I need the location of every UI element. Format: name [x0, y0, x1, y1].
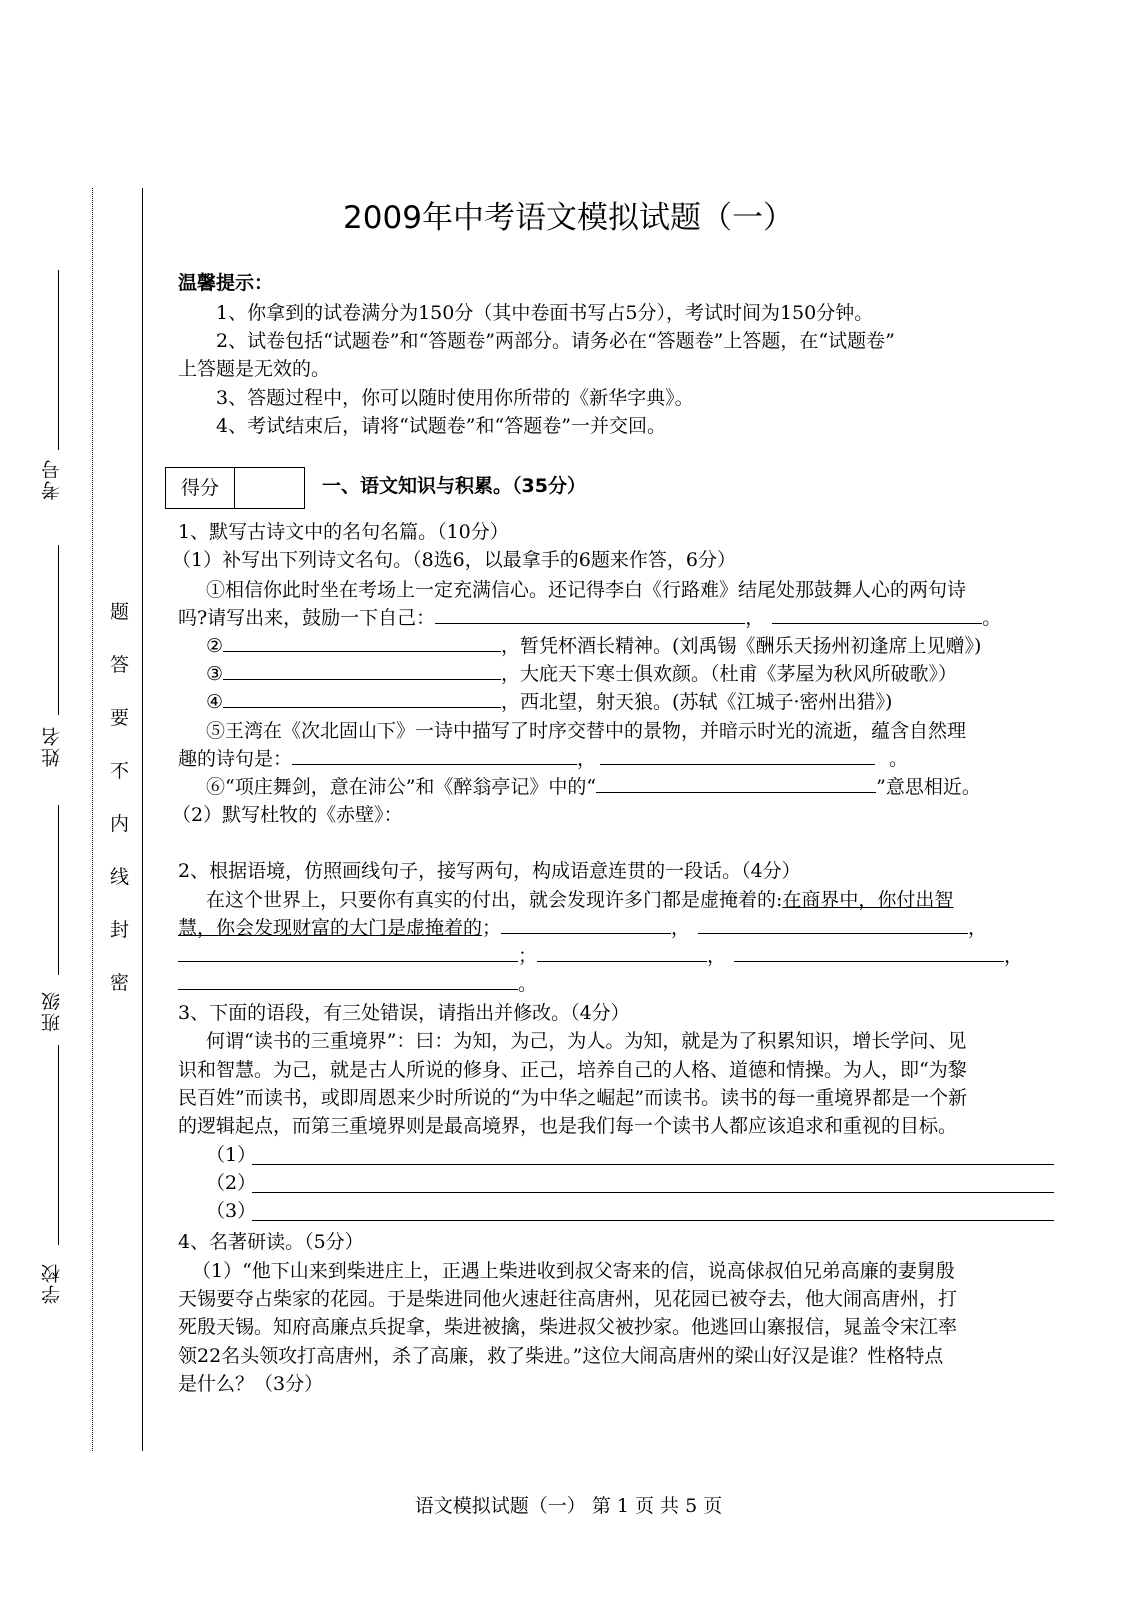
- name-label: 姓名: [41, 725, 63, 767]
- answer-line[interactable]: [252, 1192, 1054, 1193]
- question-text: ，大庇天下寒士俱欢颜。（杜甫《茅屋为秋风所破歌》）: [501, 663, 958, 685]
- score-box: [165, 467, 305, 509]
- tip-item: 2、试卷包括“试题卷”和“答题卷”两部分。请务必在“答题卷”上答题，在“试题卷”: [216, 330, 895, 352]
- question-text: ”意思相近。: [876, 776, 981, 798]
- underlined-sentence: 在商界中，你付出智: [782, 889, 954, 911]
- punct: ，: [1004, 945, 1024, 967]
- punct: 。: [518, 973, 538, 995]
- question-sub: （1）补写出下列诗文名句。（8选6，以最拿手的6题来作答，6分）: [172, 549, 736, 571]
- seal-char: 线: [110, 866, 130, 888]
- punct: ，: [671, 917, 691, 939]
- answer-blank[interactable]: [698, 915, 968, 934]
- passage-line: 识和智慧。为己，就是古人所说的修身、正己，培养自己的人格、道德和情操。为人，即“为黎: [178, 1059, 967, 1081]
- answer-blank[interactable]: [501, 915, 671, 934]
- question-text: 趣的诗句是：: [178, 748, 293, 770]
- question-text: ①相信你此时坐在考场上一定充满信心。还记得李白《行路难》结尾处那鼓舞人心的两句诗: [206, 579, 967, 601]
- passage-line: 是什么？（3分）: [178, 1373, 324, 1395]
- seal-char: 答: [110, 654, 130, 676]
- punct: ；: [518, 945, 538, 967]
- underlined-sentence: 慧，你会发现财富的大门是虚掩着的: [178, 917, 483, 939]
- passage-line: 天锡要夺占柴家的花园。于是柴进同他火速赶往高唐州，见花园已被夺去，他大闹高唐州，打: [178, 1288, 958, 1310]
- exam-number-field[interactable]: [58, 270, 59, 450]
- name-field[interactable]: [58, 545, 59, 715]
- question-text: ⑤王湾在《次北固山下》一诗中描写了时序交替中的景物，并暗示时光的流逝，蕴含自然理: [206, 720, 967, 742]
- tip-item: 3、答题过程中，你可以随时使用你所带的《新华字典》。: [216, 387, 694, 409]
- answer-blank[interactable]: [223, 689, 501, 708]
- class-field[interactable]: [58, 1045, 59, 1245]
- punct: ，: [707, 945, 727, 967]
- answer-label: （2）: [206, 1172, 257, 1194]
- question-stem: 4、名著研读。（5分）: [178, 1231, 364, 1253]
- answer-blank[interactable]: [223, 633, 501, 652]
- answer-line[interactable]: [252, 1220, 1054, 1221]
- seal-char: 不: [110, 760, 130, 782]
- school-label: 学校: [41, 1262, 63, 1304]
- exam-number-label: 考号: [41, 458, 63, 500]
- answer-blank[interactable]: [772, 605, 982, 624]
- question-text: ，西北望，射天狼。(苏轼《江城子·密州出猎》): [501, 691, 893, 713]
- punct: ，: [745, 607, 765, 629]
- seal-char: 内: [110, 813, 130, 835]
- passage-line: （1）“他下山来到柴进庄上，正遇上柴进收到叔父寄来的信，说高俅叔伯兄弟高廉的妻舅殷: [192, 1260, 955, 1282]
- binding-dotted-line: [92, 188, 93, 1451]
- question-text: 吗?请写出来，鼓励一下自己：: [178, 607, 436, 629]
- item-number: ③: [206, 663, 224, 685]
- item-number: ④: [206, 691, 224, 713]
- question-text: 在这个世界上，只要你有真实的付出，就会发现许多门都是虚掩着的:: [206, 889, 783, 911]
- question-stem: 2、根据语境，仿照画线句子，接写两句，构成语意连贯的一段话。（4分）: [178, 860, 801, 882]
- tip-item: 1、你拿到的试卷满分为150分（其中卷面书写占5分），考试时间为150分钟。: [216, 302, 874, 324]
- punct: 。: [982, 607, 1002, 629]
- answer-blank[interactable]: [537, 943, 707, 962]
- answer-blank[interactable]: [178, 971, 518, 990]
- seal-char: 题: [110, 601, 130, 623]
- answer-blank[interactable]: [292, 746, 577, 765]
- page-footer: 语文模拟试题（一） 第 1 页 共 5 页: [414, 1495, 723, 1517]
- answer-blank[interactable]: [596, 774, 876, 793]
- question-text: ，暂凭杯酒长精神。(刘禹锡《酬乐天扬州初逢席上见赠》): [501, 635, 982, 657]
- punct: 。: [889, 748, 909, 770]
- answer-blank[interactable]: [223, 661, 501, 680]
- page-title: 2009年中考语文模拟试题（一）: [343, 200, 794, 236]
- answer-blank[interactable]: [435, 605, 745, 624]
- answer-blank[interactable]: [178, 943, 518, 962]
- answer-blank[interactable]: [600, 746, 875, 765]
- passage-line: 死殷天锡。知府高廉点兵捉拿，柴进被擒，柴进叔父被抄家。他逃回山寨报信，晁盖令宋江率: [178, 1316, 958, 1338]
- seal-char: 密: [110, 972, 130, 994]
- question-stem: 1、默写古诗文中的名句名篇。（10分）: [178, 521, 509, 543]
- tip-item: 上答题是无效的。: [178, 358, 331, 380]
- passage-line: 何谓“读书的三重境界”：曰：为知，为己，为人。为知，就是为了积累知识，增长学问、见: [206, 1030, 967, 1052]
- punct: ，: [577, 748, 597, 770]
- seal-char: 封: [110, 919, 130, 941]
- punct: ；: [482, 917, 502, 939]
- answer-label: （1）: [206, 1144, 257, 1166]
- passage-line: 民百姓”而读书，或即周恩来少时所说的“为中华之崛起”而读书。读书的每一重境界都是一个新: [178, 1087, 968, 1109]
- tips-heading: 温馨提示：: [178, 272, 274, 294]
- answer-label: （3）: [206, 1200, 257, 1222]
- class-label: 班级: [41, 990, 63, 1032]
- section-heading: 一、语文知识与积累。（35分）: [322, 475, 586, 497]
- class-underline-top[interactable]: [58, 805, 59, 975]
- item-number: ②: [206, 635, 224, 657]
- score-label: 得分: [166, 468, 235, 508]
- seal-char: 要: [110, 707, 130, 729]
- passage-line: 的逻辑起点，而第三重境界则是最高境界，也是我们每一个读书人都应该追求和重视的目标。: [178, 1115, 958, 1137]
- question-stem: 3、下面的语段，有三处错误，请指出并修改。（4分）: [178, 1002, 630, 1024]
- answer-blank[interactable]: [734, 943, 1004, 962]
- passage-line: 领22名头领攻打高唐州，杀了高廉，救了柴进。”这位大闹高唐州的梁山好汉是谁？性格特点: [178, 1345, 944, 1367]
- tip-item: 4、考试结束后，请将“试题卷”和“答题卷”一并交回。: [216, 415, 666, 437]
- question-text: ⑥“项庄舞剑，意在沛公”和《醉翁亭记》中的“: [206, 776, 597, 798]
- binding-solid-line: [142, 188, 143, 1451]
- answer-line[interactable]: [252, 1164, 1054, 1165]
- punct: ，: [968, 917, 988, 939]
- question-sub: （2）默写杜牧的《赤壁》：: [172, 804, 403, 826]
